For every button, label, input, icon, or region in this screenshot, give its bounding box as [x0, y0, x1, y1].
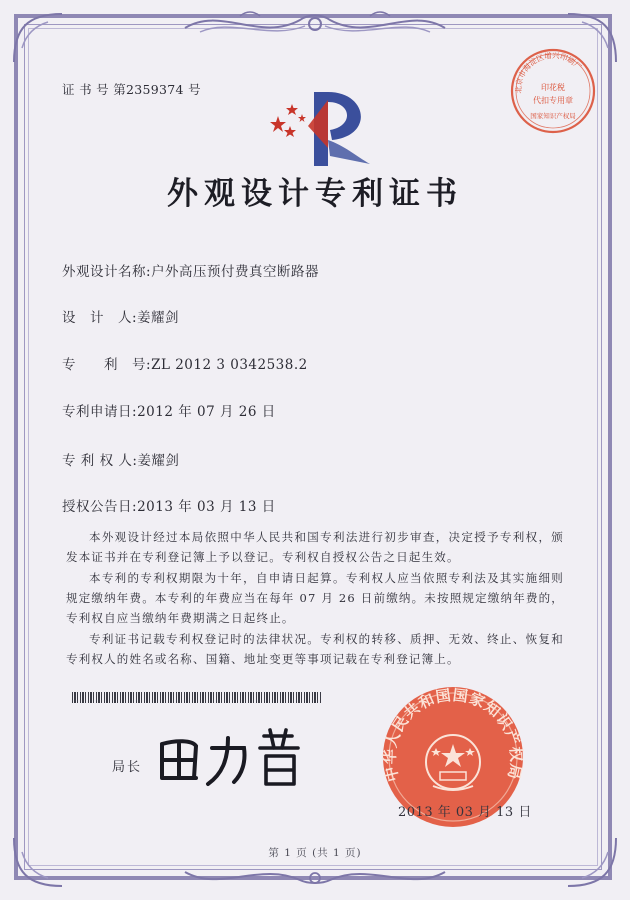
tax-stamp-icon [508, 46, 598, 136]
bottom-ornament [180, 862, 450, 892]
official-seal-text: 中华人民共和国国家知识产权局 [380, 686, 526, 784]
designer-value: 姜耀剑 [137, 310, 180, 326]
director-label: 局长 [112, 760, 143, 775]
patentee-value: 姜耀剑 [137, 453, 180, 469]
design-name-row [62, 260, 319, 280]
seal-date: 2013 年 03 月 13 日 [398, 805, 532, 820]
patentee-label: 专 利 权 人: [62, 453, 138, 469]
application-date-label: 专利申请日: [62, 404, 138, 420]
patent-number-value: ZL 2012 3 0342538.2 [151, 357, 308, 373]
certificate-number-label: 证 书 号 第 [62, 82, 127, 97]
patent-number-row [62, 353, 308, 373]
designer-label: 设 计 人: [62, 310, 138, 326]
paragraph-3: 专利证书记载专利权登记时的法律状况。专利权的转移、质押、无效、终止、恢复和专利权人的姓名或名称、国籍、地址变更等事项记载在专利登记簿上。 [66, 632, 564, 666]
application-date-value: 2012 年 07 月 26 日 [137, 404, 276, 420]
paragraph-2: 本专利的专利权期限为十年，自申请日起算。专利权人应当依照专利法及其实施细则规定缴纳年费。本专利的年费应当在每年 07 月 26 日前缴纳。未按照规定缴纳年费的，专利权自应当缴纳年费期满之日起终止。 [66, 571, 564, 625]
patentee-row [62, 449, 179, 469]
grant-date-value: 2013 年 03 月 13 日 [137, 499, 276, 515]
certificate-title: 外观设计专利证书 [167, 176, 463, 212]
tax-stamp [508, 46, 598, 136]
design-name-label: 外观设计名称: [62, 264, 152, 280]
corner-ornament-top-left [8, 8, 68, 68]
certificate-number [62, 80, 201, 98]
application-date-row [62, 400, 276, 420]
corner-ornament-bottom-left [8, 832, 68, 892]
certificate-number-value: 2359374 [126, 82, 184, 97]
patent-number-label: 专 利 号: [62, 357, 152, 373]
top-ornament [180, 6, 450, 46]
page-number: 第 1 页 (共 1 页) [268, 847, 362, 859]
paragraph-1: 本外观设计经过本局依照中华人民共和国专利法进行初步审查，决定授予专利权，颁发本证书并在专利登记簿上予以登记。专利权自授权公告之日起生效。 [66, 530, 564, 564]
grant-date-label: 授权公告日: [62, 499, 138, 515]
tax-stamp-arc-text: 北京市海淀区增兴印刷厂 [513, 50, 584, 94]
tax-stamp-line-4: 国家知识产权局 [530, 112, 576, 120]
certificate-number-suffix: 号 [188, 82, 201, 97]
grant-date-row [62, 495, 276, 515]
tax-stamp-line-2: 印花税 [541, 83, 565, 92]
director-signature [152, 726, 312, 792]
designer-row [62, 306, 179, 326]
tax-stamp-line-3: 代扣专用章 [533, 96, 573, 105]
patent-office-logo-icon [270, 86, 380, 170]
design-name-value: 户外高压预付费真空断路器 [151, 264, 320, 280]
barcode [72, 692, 322, 703]
corner-ornament-bottom-right [562, 832, 622, 892]
